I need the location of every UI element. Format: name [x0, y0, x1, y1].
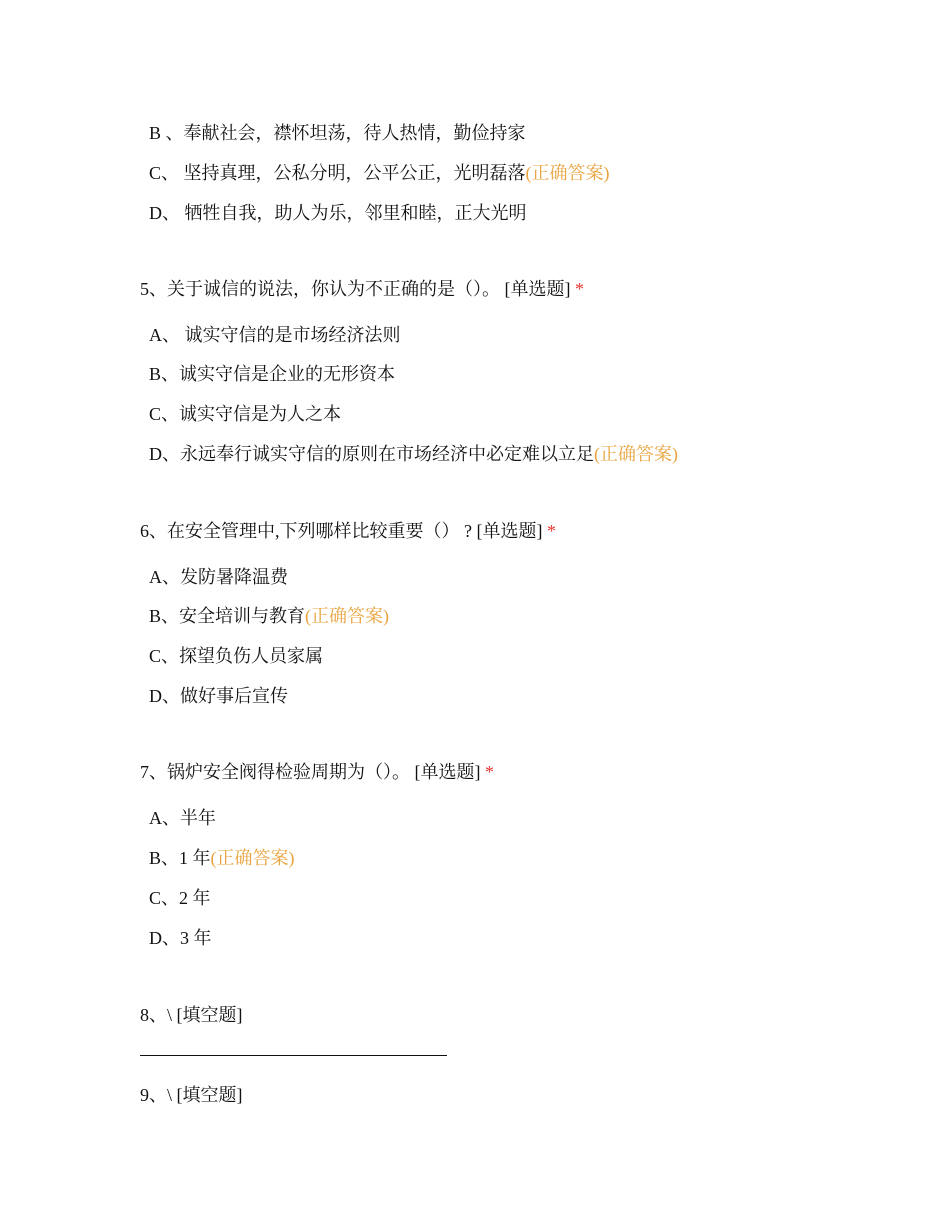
question-text: 7、锅炉安全阀得检验周期为（）。 [单选题]: [140, 762, 481, 782]
q5-option-b[interactable]: [149, 362, 395, 386]
option-text: B、安全培训与教育: [149, 606, 306, 626]
option-text: C、探望负伤人员家属: [149, 646, 324, 666]
option-text: C、 坚持真理，公私分明，公平公正，光明磊落: [149, 163, 526, 183]
option-text: D、永远奉行诚实守信的原则在市场经济中必定难以立足: [149, 444, 594, 464]
q6-option-d[interactable]: [149, 684, 288, 708]
option-text: C、2 年: [149, 888, 211, 908]
q7-option-d[interactable]: [149, 926, 212, 950]
question-text: 8、\ [填空题]: [140, 1005, 243, 1025]
q6-option-a[interactable]: [149, 565, 288, 589]
correct-answer-tag: (正确答案): [210, 848, 295, 868]
option-text: D、 牺牲自我，助人为乐，邻里和睦，正大光明: [149, 203, 527, 223]
q7-option-c[interactable]: [149, 886, 211, 910]
q4-option-c[interactable]: [149, 161, 610, 185]
option-text: A、发防暑降温费: [149, 567, 288, 587]
fill-in-blank-line[interactable]: [140, 1055, 447, 1056]
q6-option-b[interactable]: [149, 604, 389, 628]
correct-answer-tag: (正确答案): [525, 163, 610, 183]
q4-option-d[interactable]: [149, 201, 527, 225]
required-mark: *: [485, 762, 494, 782]
q4-option-b[interactable]: [149, 121, 526, 145]
question-text: 9、\ [填空题]: [140, 1085, 243, 1105]
q6-option-c[interactable]: [149, 644, 323, 668]
question-text: 6、在安全管理中,下列哪样比较重要（） ? [单选题]: [140, 521, 543, 541]
correct-answer-tag: (正确答案): [305, 606, 390, 626]
option-text: B、1 年: [149, 848, 211, 868]
q5-option-c[interactable]: [149, 402, 341, 426]
option-text: B 、奉献社会，襟怀坦荡，待人热情，勤俭持家: [149, 123, 526, 143]
required-mark: *: [546, 521, 556, 541]
option-text: A、半年: [149, 808, 216, 828]
question-9-title: [140, 1083, 243, 1107]
option-text: A、 诚实守信的是市场经济法则: [149, 325, 401, 345]
correct-answer-tag: (正确答案): [594, 444, 678, 464]
required-mark: *: [575, 279, 584, 299]
question-text: 5、关于诚信的说法，你认为不正确的是（）。 [单选题]: [140, 279, 571, 299]
question-5-title: [140, 277, 584, 301]
q5-option-d[interactable]: [149, 442, 678, 466]
option-text: B、诚实守信是企业的无形资本: [149, 364, 396, 384]
q7-option-b[interactable]: [149, 846, 295, 870]
option-text: D、3 年: [149, 928, 212, 948]
question-6-title: [140, 519, 556, 543]
option-text: D、做好事后宣传: [149, 686, 288, 706]
question-8-title: [140, 1003, 243, 1027]
q5-option-a[interactable]: [149, 323, 401, 347]
question-7-title: [140, 760, 494, 784]
option-text: C、诚实守信是为人之本: [149, 404, 342, 424]
q7-option-a[interactable]: [149, 806, 216, 830]
